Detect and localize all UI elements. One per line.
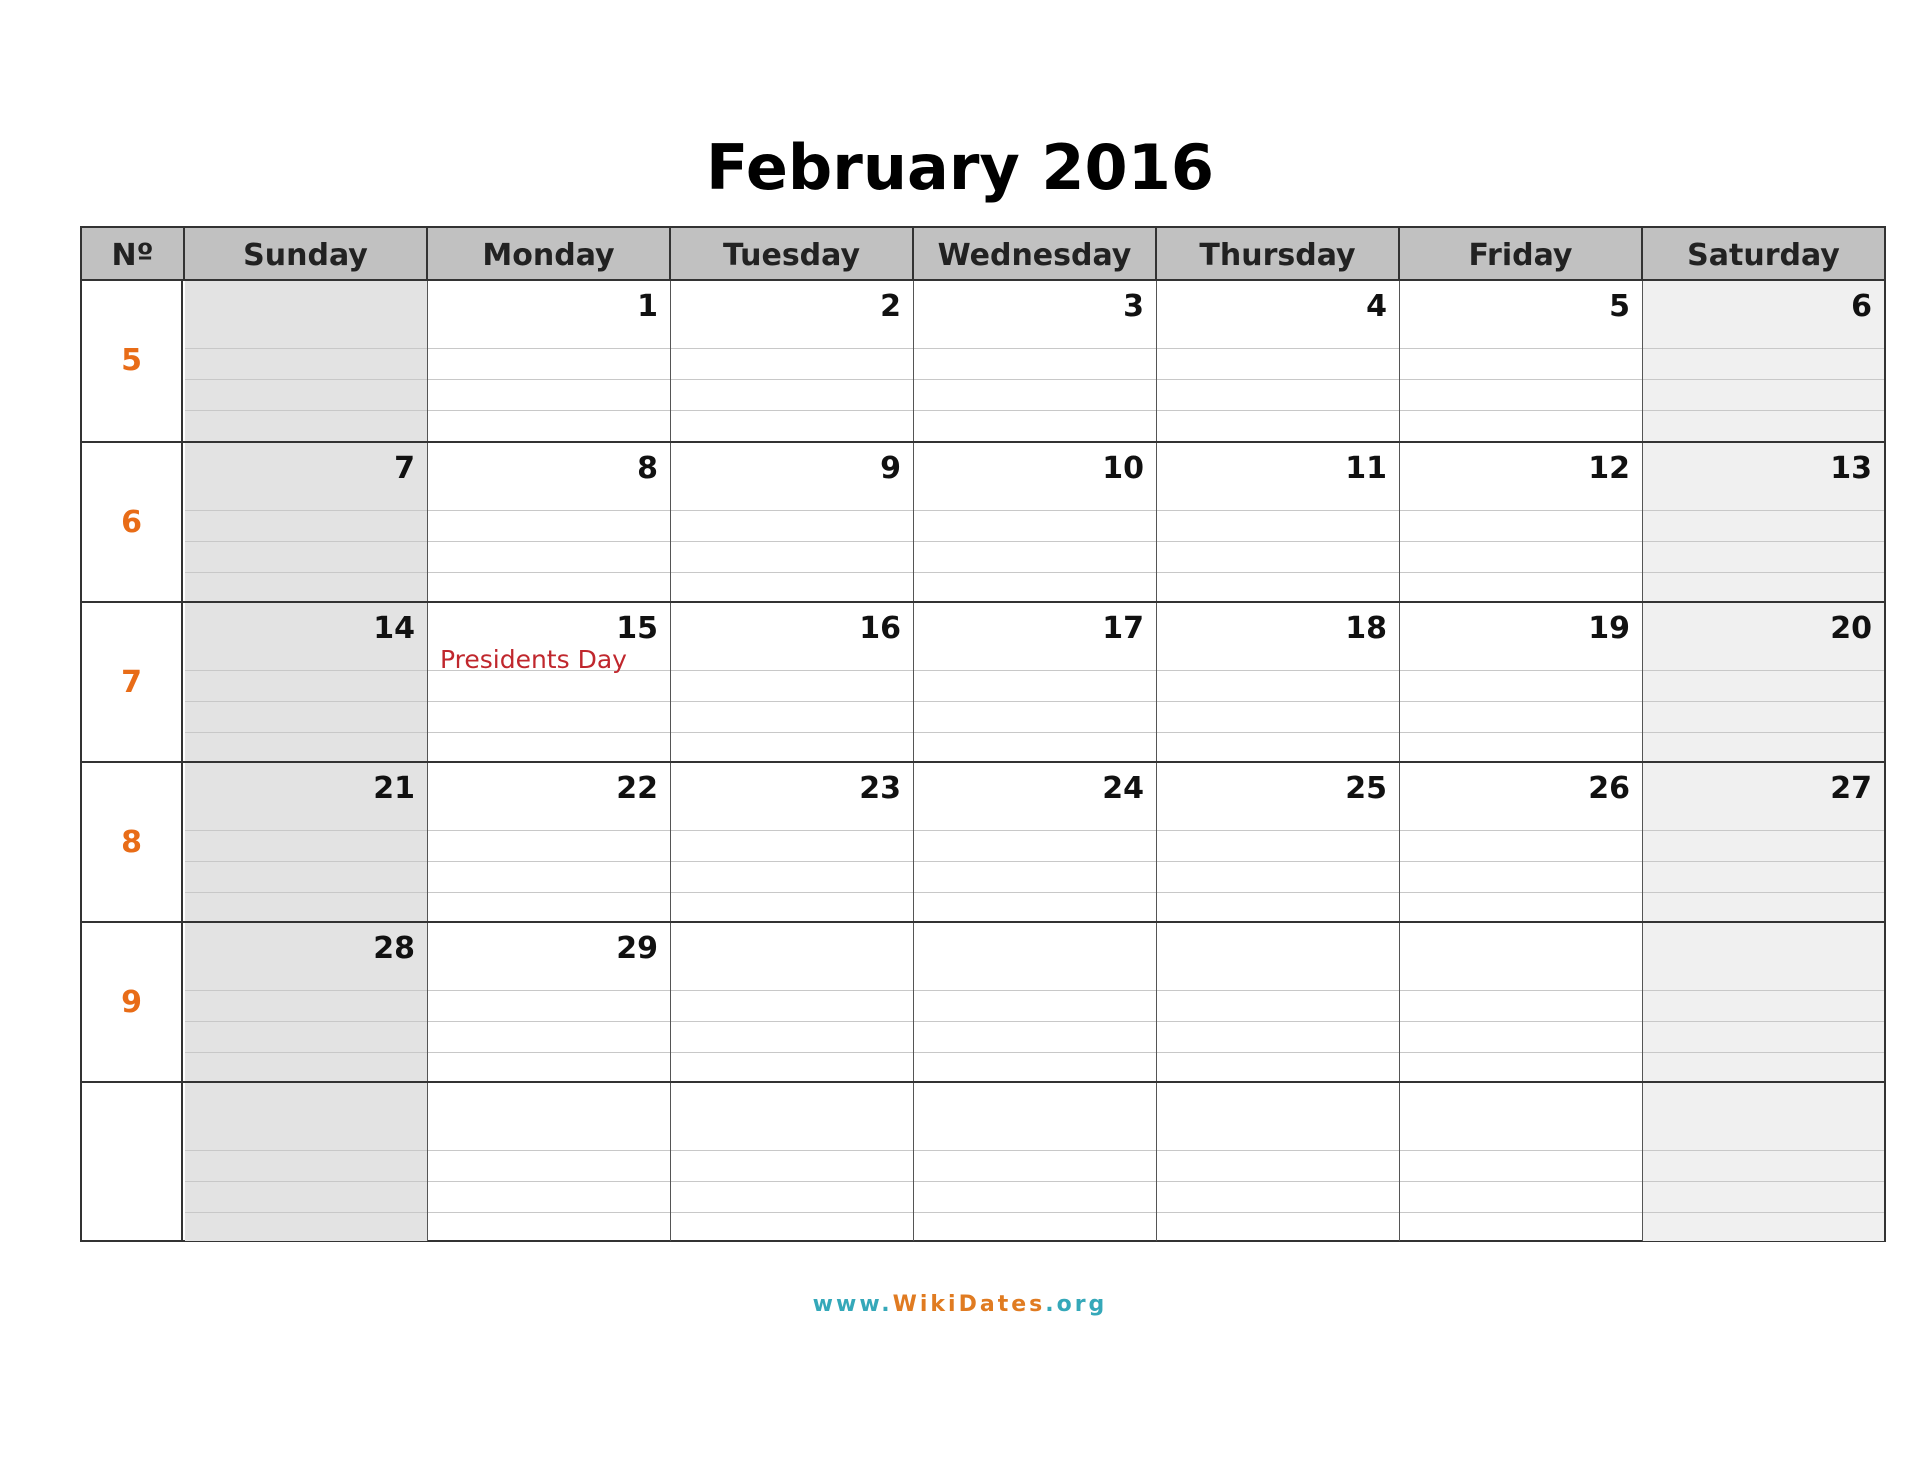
day-cell-tuesday[interactable] — [671, 1083, 914, 1241]
note-line — [185, 348, 427, 349]
week-number — [82, 923, 183, 1081]
day-cell-monday[interactable] — [428, 443, 671, 601]
note-line — [1157, 732, 1399, 733]
week-number-label: 6 — [121, 505, 142, 540]
note-line — [428, 701, 670, 702]
note-line — [1157, 572, 1399, 573]
day-cell-thursday[interactable] — [1157, 1083, 1400, 1241]
note-line — [1400, 732, 1642, 733]
day-number: 5 — [1609, 289, 1630, 324]
day-number: 23 — [859, 771, 901, 806]
calendar-grid — [80, 226, 1886, 1242]
day-cell-friday[interactable] — [1400, 603, 1643, 761]
day-cell-tuesday[interactable] — [671, 443, 914, 601]
note-line — [1400, 861, 1642, 862]
note-line — [1157, 990, 1399, 991]
day-cell-saturday[interactable] — [1643, 923, 1884, 1081]
note-line — [1400, 1052, 1642, 1053]
note-line — [671, 510, 913, 511]
week-row — [82, 441, 1884, 601]
day-number: 12 — [1588, 451, 1630, 486]
week-number-label: 8 — [121, 825, 142, 860]
note-line — [185, 861, 427, 862]
note-line — [914, 348, 1156, 349]
note-line — [1157, 861, 1399, 862]
week-row — [82, 281, 1884, 441]
header-monday: Monday — [428, 228, 671, 279]
day-cell-tuesday[interactable] — [671, 763, 914, 921]
note-line — [1400, 510, 1642, 511]
week-row — [82, 921, 1884, 1081]
week-number-label: 7 — [121, 665, 142, 700]
day-cell-thursday[interactable] — [1157, 603, 1400, 761]
note-line — [1400, 541, 1642, 542]
note-line — [1643, 510, 1884, 511]
day-cell-thursday[interactable] — [1157, 281, 1400, 441]
note-line — [185, 410, 427, 411]
day-number: 15 — [616, 611, 658, 646]
note-line — [428, 1021, 670, 1022]
note-line — [1400, 1212, 1642, 1213]
note-line — [1400, 1150, 1642, 1151]
week-number — [82, 603, 183, 761]
day-cell-thursday[interactable] — [1157, 923, 1400, 1081]
note-line — [914, 1052, 1156, 1053]
week-number — [82, 443, 183, 601]
note-line — [671, 990, 913, 991]
note-line — [1643, 732, 1884, 733]
day-cell-tuesday[interactable] — [671, 281, 914, 441]
note-line — [1400, 892, 1642, 893]
note-line — [914, 1212, 1156, 1213]
day-number: 1 — [637, 289, 658, 324]
note-line — [671, 1052, 913, 1053]
note-line — [1400, 348, 1642, 349]
day-number: 4 — [1366, 289, 1387, 324]
header-saturday: Saturday — [1643, 228, 1884, 279]
note-line — [428, 348, 670, 349]
day-cell-tuesday[interactable] — [671, 603, 914, 761]
note-line — [914, 572, 1156, 573]
note-line — [1643, 379, 1884, 380]
note-line — [185, 1212, 427, 1213]
day-number: 26 — [1588, 771, 1630, 806]
day-cell-monday[interactable] — [428, 1083, 671, 1241]
note-line — [914, 732, 1156, 733]
header-wednesday: Wednesday — [914, 228, 1157, 279]
note-line — [428, 892, 670, 893]
day-cell-sunday[interactable] — [185, 923, 428, 1081]
day-cell-monday[interactable] — [428, 603, 671, 761]
note-line — [914, 892, 1156, 893]
note-line — [1157, 830, 1399, 831]
note-line — [1643, 410, 1884, 411]
note-line — [1643, 348, 1884, 349]
day-number: 14 — [373, 611, 415, 646]
note-line — [185, 670, 427, 671]
note-line — [428, 541, 670, 542]
note-line — [671, 830, 913, 831]
header-tuesday: Tuesday — [671, 228, 914, 279]
day-cell-friday[interactable] — [1400, 923, 1643, 1081]
note-line — [914, 990, 1156, 991]
note-line — [914, 410, 1156, 411]
note-line — [671, 541, 913, 542]
note-line — [1157, 892, 1399, 893]
note-line — [914, 670, 1156, 671]
note-line — [671, 1150, 913, 1151]
day-number: 8 — [637, 451, 658, 486]
note-line — [428, 1181, 670, 1182]
day-cell-saturday[interactable] — [1643, 443, 1884, 601]
note-line — [1157, 510, 1399, 511]
day-number: 18 — [1345, 611, 1387, 646]
note-line — [428, 830, 670, 831]
note-line — [1643, 892, 1884, 893]
day-cell-wednesday[interactable] — [914, 281, 1157, 441]
day-cell-wednesday[interactable] — [914, 443, 1157, 601]
note-line — [1643, 572, 1884, 573]
note-line — [1400, 701, 1642, 702]
header-friday: Friday — [1400, 228, 1643, 279]
calendar-title: February 2016 — [706, 131, 1214, 204]
day-number: 13 — [1830, 451, 1872, 486]
note-line — [1643, 701, 1884, 702]
day-number: 10 — [1102, 451, 1144, 486]
week-number — [82, 1083, 183, 1241]
note-line — [428, 572, 670, 573]
week-row — [82, 1081, 1884, 1241]
note-line — [1400, 572, 1642, 573]
week-number-label: 5 — [121, 343, 142, 378]
note-line — [1157, 348, 1399, 349]
note-line — [671, 1021, 913, 1022]
note-line — [671, 892, 913, 893]
note-line — [185, 1181, 427, 1182]
note-line — [1643, 1052, 1884, 1053]
note-line — [428, 861, 670, 862]
note-line — [1400, 410, 1642, 411]
note-line — [914, 861, 1156, 862]
day-number: 24 — [1102, 771, 1144, 806]
day-cell-monday[interactable] — [428, 923, 671, 1081]
note-line — [1643, 670, 1884, 671]
footer-suffix: .org — [1045, 1292, 1108, 1317]
note-line — [914, 510, 1156, 511]
note-line — [671, 670, 913, 671]
holiday-label: Presidents Day — [440, 645, 627, 674]
note-line — [1157, 701, 1399, 702]
header-sunday: Sunday — [185, 228, 428, 279]
note-line — [914, 541, 1156, 542]
note-line — [1157, 1150, 1399, 1151]
day-cell-friday[interactable] — [1400, 763, 1643, 921]
day-cell-wednesday[interactable] — [914, 603, 1157, 761]
note-line — [1400, 990, 1642, 991]
note-line — [185, 1052, 427, 1053]
day-number: 22 — [616, 771, 658, 806]
note-line — [914, 1150, 1156, 1151]
note-line — [671, 410, 913, 411]
day-cell-sunday[interactable] — [185, 763, 428, 921]
note-line — [185, 1021, 427, 1022]
note-line — [1643, 1212, 1884, 1213]
day-cell-sunday[interactable] — [185, 603, 428, 761]
note-line — [1157, 410, 1399, 411]
day-cell-thursday[interactable] — [1157, 763, 1400, 921]
day-cell-wednesday[interactable] — [914, 923, 1157, 1081]
day-cell-saturday[interactable] — [1643, 603, 1884, 761]
note-line — [428, 990, 670, 991]
day-cell-sunday[interactable] — [185, 281, 428, 441]
note-line — [185, 732, 427, 733]
day-number: 27 — [1830, 771, 1872, 806]
day-number: 17 — [1102, 611, 1144, 646]
note-line — [1157, 1212, 1399, 1213]
note-line — [1643, 990, 1884, 991]
note-line — [1400, 830, 1642, 831]
note-line — [914, 379, 1156, 380]
week-row — [82, 761, 1884, 921]
day-number: 16 — [859, 611, 901, 646]
note-line — [1157, 1181, 1399, 1182]
note-line — [185, 541, 427, 542]
note-line — [185, 892, 427, 893]
note-line — [1643, 541, 1884, 542]
week-number-label: 9 — [121, 985, 142, 1020]
day-cell-wednesday[interactable] — [914, 763, 1157, 921]
day-number: 20 — [1830, 611, 1872, 646]
header-week-number: Nº — [82, 228, 185, 279]
note-line — [185, 379, 427, 380]
footer-url[interactable] — [0, 1292, 1920, 1317]
day-cell-monday[interactable] — [428, 763, 671, 921]
day-cell-friday[interactable] — [1400, 1083, 1643, 1241]
day-cell-monday[interactable] — [428, 281, 671, 441]
note-line — [428, 732, 670, 733]
note-line — [671, 572, 913, 573]
day-number: 2 — [880, 289, 901, 324]
note-line — [428, 1052, 670, 1053]
note-line — [428, 1212, 670, 1213]
footer-prefix: www. — [812, 1292, 893, 1317]
day-cell-saturday[interactable] — [1643, 1083, 1884, 1241]
day-cell-wednesday[interactable] — [914, 1083, 1157, 1241]
note-line — [428, 510, 670, 511]
note-line — [185, 1150, 427, 1151]
day-number: 3 — [1123, 289, 1144, 324]
note-line — [185, 701, 427, 702]
day-cell-sunday[interactable] — [185, 443, 428, 601]
note-line — [1643, 1181, 1884, 1182]
note-line — [671, 861, 913, 862]
note-line — [671, 732, 913, 733]
note-line — [914, 1181, 1156, 1182]
day-number: 9 — [880, 451, 901, 486]
note-line — [1400, 670, 1642, 671]
note-line — [1400, 1181, 1642, 1182]
note-line — [1643, 861, 1884, 862]
day-number: 7 — [394, 451, 415, 486]
week-number — [82, 281, 183, 441]
note-line — [1157, 670, 1399, 671]
day-number: 19 — [1588, 611, 1630, 646]
day-cell-sunday[interactable] — [185, 1083, 428, 1241]
day-cell-friday[interactable] — [1400, 443, 1643, 601]
note-line — [671, 1181, 913, 1182]
note-line — [1400, 379, 1642, 380]
note-line — [1643, 1150, 1884, 1151]
day-number: 6 — [1851, 289, 1872, 324]
header-thursday: Thursday — [1157, 228, 1400, 279]
footer-brand: WikiDates — [892, 1292, 1046, 1317]
week-row — [82, 601, 1884, 761]
day-cell-saturday[interactable] — [1643, 281, 1884, 441]
note-line — [914, 830, 1156, 831]
note-line — [914, 1021, 1156, 1022]
day-cell-thursday[interactable] — [1157, 443, 1400, 601]
note-line — [1643, 1021, 1884, 1022]
note-line — [1643, 830, 1884, 831]
note-line — [914, 701, 1156, 702]
day-number: 29 — [616, 931, 658, 966]
note-line — [671, 701, 913, 702]
note-line — [185, 572, 427, 573]
note-line — [671, 379, 913, 380]
note-line — [671, 348, 913, 349]
note-line — [185, 510, 427, 511]
note-line — [428, 410, 670, 411]
day-number: 21 — [373, 771, 415, 806]
day-number: 11 — [1345, 451, 1387, 486]
note-line — [1157, 541, 1399, 542]
note-line — [1400, 1021, 1642, 1022]
note-line — [1157, 1052, 1399, 1053]
note-line — [1157, 1021, 1399, 1022]
note-line — [185, 990, 427, 991]
day-cell-saturday[interactable] — [1643, 763, 1884, 921]
note-line — [428, 379, 670, 380]
note-line — [428, 1150, 670, 1151]
note-line — [671, 1212, 913, 1213]
day-cell-friday[interactable] — [1400, 281, 1643, 441]
note-line — [1157, 379, 1399, 380]
day-cell-tuesday[interactable] — [671, 923, 914, 1081]
day-number: 25 — [1345, 771, 1387, 806]
week-number — [82, 763, 183, 921]
day-number: 28 — [373, 931, 415, 966]
note-line — [185, 830, 427, 831]
